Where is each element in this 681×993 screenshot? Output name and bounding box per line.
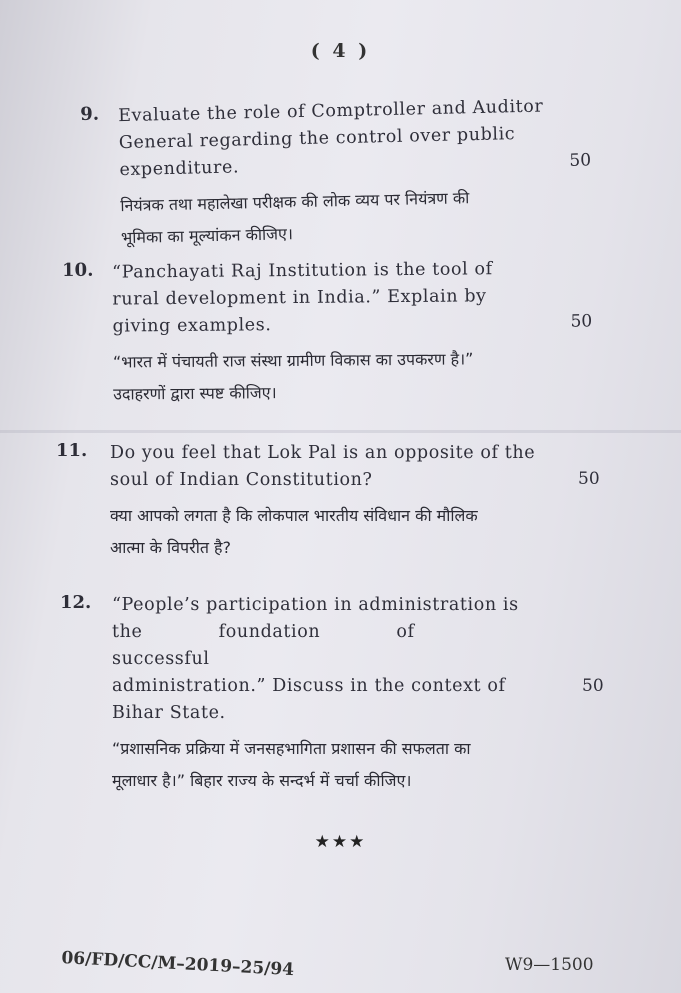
question-body xyxy=(112,256,558,411)
paper-fold-line xyxy=(0,430,681,433)
hindi-line: उदाहरणों द्वारा स्पष्ट कीजिए। xyxy=(113,383,277,404)
english-line: the foundation of successful xyxy=(112,622,415,669)
question-body xyxy=(112,592,567,797)
marks: 50 xyxy=(578,469,600,489)
question-number: 12. xyxy=(60,592,92,613)
english-line: “People’s participation in administration is xyxy=(112,595,519,615)
question-9 xyxy=(80,92,600,248)
print-code: W9—1500 xyxy=(505,955,594,975)
end-of-paper-stars: ★★★ xyxy=(314,832,367,852)
english-line: giving examples. xyxy=(112,315,272,337)
english-line: soul of Indian Constitution? xyxy=(110,470,373,490)
paper-code: 06/FD/CC/M–2019–25/94 xyxy=(60,948,295,981)
hindi-line: क्या आपको लगता है कि लोकपाल भारतीय संविधान की मौलिक xyxy=(110,506,478,525)
english-line: General regarding the control over public xyxy=(118,124,516,154)
page-number: ( 4 ) xyxy=(310,40,371,62)
marks: 50 xyxy=(570,311,593,332)
question-body xyxy=(118,93,561,254)
question-number: 10. xyxy=(62,259,94,281)
question-10 xyxy=(62,255,602,404)
marks: 50 xyxy=(582,676,604,696)
hindi-line: भूमिका का मूल्यांकन कीजिए। xyxy=(120,224,294,248)
english-line: Do you feel that Lok Pal is an opposite of the xyxy=(110,443,536,463)
english-line: expenditure. xyxy=(119,157,240,181)
english-line: Evaluate the role of Comptroller and Auditor xyxy=(118,96,544,127)
english-line: “Panchayati Raj Institution is the tool of xyxy=(112,259,493,283)
english-line: administration.” Discuss in the context of xyxy=(112,676,506,696)
question-body xyxy=(110,440,570,564)
hindi-line: आत्मा के विपरीत है? xyxy=(110,538,232,557)
english-line: rural development in India.” Explain by xyxy=(112,286,487,310)
hindi-line: नियंत्रक तथा महालेखा परीक्षक की लोक व्यय पर नियंत्रण की xyxy=(120,188,470,216)
hindi-line: “प्रशासनिक प्रक्रिया में जनसहभागिता प्रशासन की सफलता का xyxy=(112,739,471,758)
english-line-justified xyxy=(112,619,567,673)
marks: 50 xyxy=(569,150,592,171)
hindi-line: “भारत में पंचायती राज संस्था ग्रामीण विकास का उपकरण है।” xyxy=(112,349,474,372)
hindi-line: मूलाधार है।” बिहार राज्य के सन्दर्भ में चर्चा कीजिए। xyxy=(112,771,412,790)
english-line: Bihar State. xyxy=(112,703,226,723)
question-number: 9. xyxy=(80,103,100,125)
question-number: 11. xyxy=(56,440,88,461)
